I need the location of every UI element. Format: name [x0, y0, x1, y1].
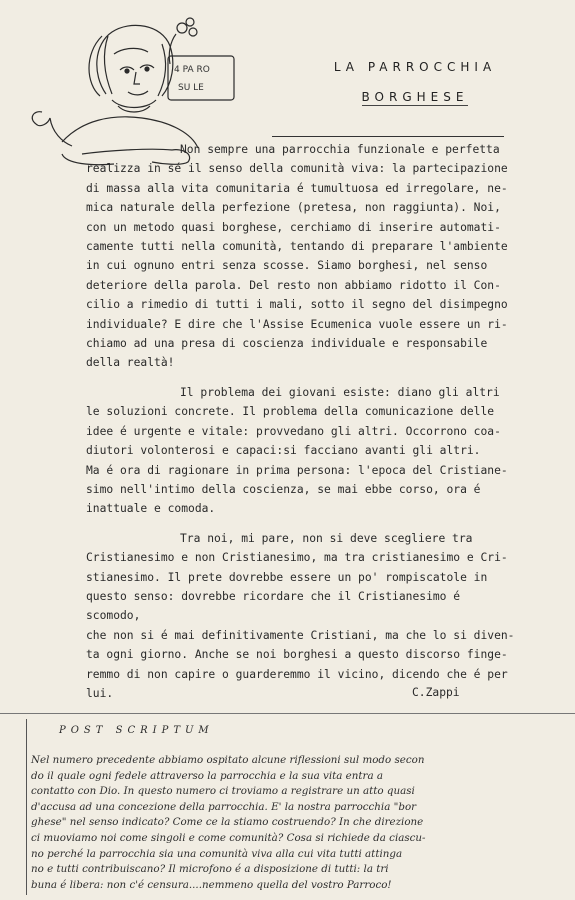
postscript-line: Nel numero precedente abbiamo ospitato alcune riflessioni sul modo secon: [31, 754, 425, 766]
article-line: della realtà!: [86, 356, 175, 370]
article-line: lui.: [86, 686, 114, 700]
article-line: con un metodo quasi borghese, cerchiamo di inserire automati-: [86, 220, 501, 234]
postscript-line: ghese" nel senso indicato? Come ce la stiamo costruendo? In che direzione: [31, 816, 424, 829]
article-line: ta ogni giorno. Anche se noi borghesi a questo discorso finge-: [86, 648, 508, 662]
article-line: stianesimo. Il prete dovrebbe essere un po' rompiscatole in: [86, 570, 488, 584]
article-line: camente tutti nella comunità, tentando di preparare l'ambiente: [86, 240, 508, 254]
title-line-1: LA PARROCCHIA: [333, 60, 497, 74]
article-line: le soluzioni concrete. Il problema della comunicazione delle: [86, 405, 495, 419]
article-line: remmo di non capire o guarderemmo il vicino, dicendo che é per: [86, 667, 508, 681]
author-signature: C.Zappi: [412, 686, 460, 699]
postscript-line: no perché la parrocchia sia una comunità viva alla cui vita tutti attinga: [31, 847, 403, 860]
postscript-line: do il quale ogni fedele attraverso la parrocchia e la sua vita entra a: [31, 769, 383, 782]
article-line: Tra noi, mi pare, non si deve scegliere tra: [180, 531, 473, 545]
stamp-label: [168, 56, 234, 100]
section-divider: [0, 713, 575, 714]
article-line: di massa alla vita comunitaria é tumultuosa ed irregolare, ne-: [86, 181, 508, 195]
article-body: [86, 140, 518, 703]
article-line: in cui ognuno entri senza scosse. Siamo borghesi, nel senso: [86, 259, 488, 273]
article-line: mica naturale della perfezione (pretesa, non raggiunta). Noi,: [86, 201, 501, 215]
article-line: Non sempre una parrocchia funzionale e perfetta: [180, 143, 500, 156]
article-line: deteriore della parola. Del resto non abbiamo ridotto il Con-: [86, 278, 501, 292]
article-line: cilio a rimedio di tutti i mali, sotto il segno del disimpegno: [86, 298, 508, 312]
article-line: Cristianesimo e non Cristianesimo, ma tra cristianesimo e Cri-: [86, 551, 508, 565]
svg-text:SU LE: SU LE: [178, 83, 204, 93]
article-line: Ma é ora di ragionare in prima persona: l'epoca del Cristiane-: [86, 463, 508, 477]
postscript-box: [26, 719, 557, 895]
article-line: simo nell'intimo della coscienza, se mai ebbe corso, ora é: [86, 482, 481, 496]
article-line: individuale? E dire che l'Assise Ecumenica vuole essere un ri-: [86, 317, 508, 331]
article-line: che non si é mai definitivamente Cristiani, ma che lo si diven-: [86, 628, 515, 642]
postscript-line: no e tutti contribuiscano? Il microfono é a disposizione di tutti: la tri: [31, 863, 389, 876]
title-rule: [272, 136, 504, 137]
postscript-line: ci muoviamo noi come singoli e come comunità? Cosa si richiede da ciascu-: [31, 831, 426, 844]
article-line: diutori volonterosi e capaci:si facciano avanti gli altri.: [86, 444, 481, 458]
article-title: [300, 60, 530, 106]
title-line-2: BORGHESE: [361, 90, 469, 104]
postscript-line: buna é libera: non c'é censura....nemmeno quella del vostro Parroco!: [31, 878, 392, 891]
svg-text:4 PA RO: 4 PA RO: [174, 65, 210, 75]
article-line: inattuale e comoda.: [86, 502, 216, 516]
article-line: idee é urgente e vitale: provvedano gli altri. Occorrono coa-: [86, 424, 501, 438]
postscript-body: [31, 753, 551, 893]
article-line: realizza in sé il senso della comunità viva: la partecipazione: [86, 162, 508, 176]
postscript-title: POST SCRIPTUM: [59, 725, 214, 736]
postscript-line: contatto con Dio. In questo numero ci troviamo a registrare un atto quasi: [31, 785, 415, 798]
postscript-line: d'accusa ad una concezione della parrocchia. E' la nostra parrocchia "bor: [31, 800, 417, 813]
article-line: chiamo ad una presa di coscienza individuale e responsabile: [86, 337, 488, 351]
article-line: questo senso: dovrebbe ricordare che il Cristianesimo é scomodo,: [86, 589, 461, 623]
article-line: Il problema dei giovani esiste: diano gli altri: [180, 385, 500, 399]
